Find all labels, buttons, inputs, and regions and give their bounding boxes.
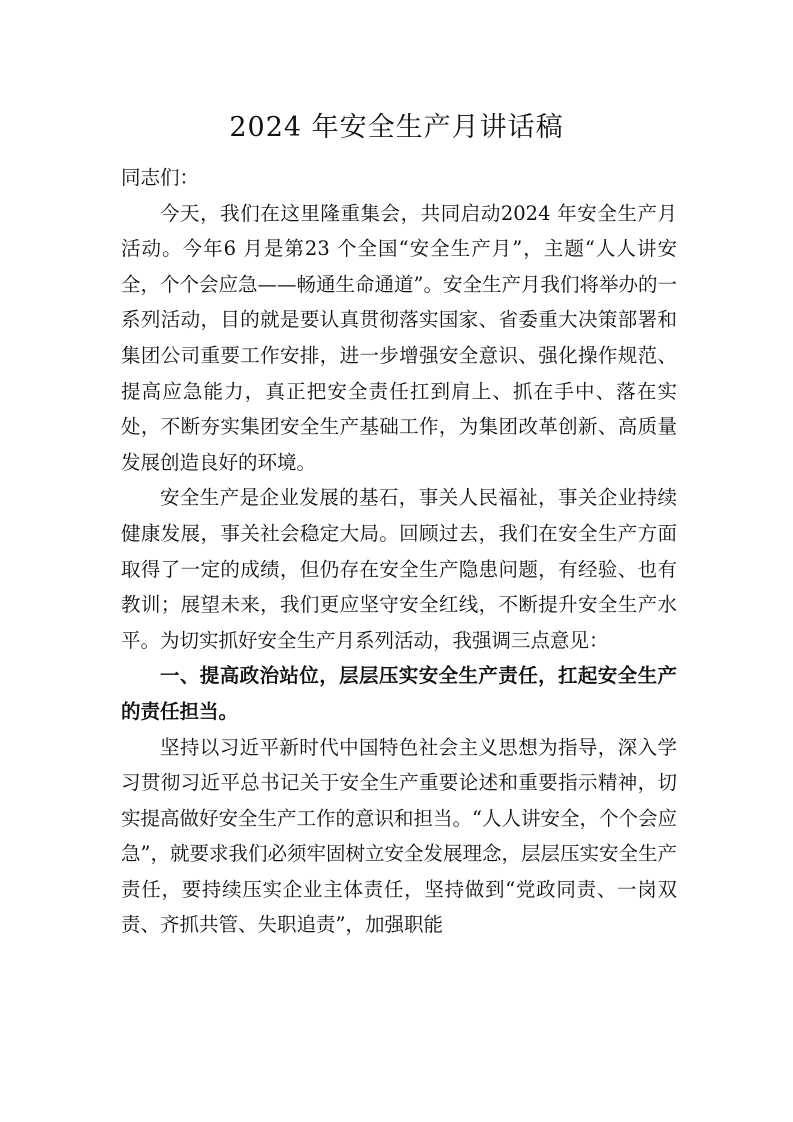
document-title: 2024 年安全生产月讲话稿 [229, 112, 564, 143]
paragraph-section-1: 坚持以习近平新时代中国特色社会主义思想为指导，深入学习贯彻习近平总书记关于安全生产重要论述和重要指示精神，切实提高做好安全生产工作的意识和担当。“人人讲安全，个个会应急”，就要求我们必须牢固树立安全发展理念，层层压实安全生产责任，要持续压实企业主体责任，坚持做到“党政同责、一岗双责、齐抓共管、失职追责”，加强职能 [121, 735, 677, 937]
document-body [121, 160, 677, 943]
section-heading-1: 一、提高政治站位，层层压实安全生产责任，扛起安全生产的责任担当。 [121, 664, 677, 723]
salutation: 同志们： [121, 166, 200, 189]
paragraph-opening: 今天，我们在这里隆重集会，共同启动2024 年安全生产月活动。今年6 月是第23 个全国“安全生产月”，主题“人人讲安全，个个会应急——畅通生命通道”。安全生产月我们将举办的一系列活动，目的就是要认真贯彻落实国家、省委重大决策部署和集团公司重要工作安排，进一步增强安全意识、强化操作规范、提高应急能力，真正把安全责任扛到肩上、抓在手中、落在实处，不断夯实集团安全生产基础工作，为集团改革创新、高质量发展创造良好的环境。 [121, 201, 677, 474]
paragraph-review: 安全生产是企业发展的基石，事关人民福祉，事关企业持续健康发展，事关社会稳定大局。回顾过去，我们在安全生产方面取得了一定的成绩，但仍存在安全生产隐患问题，有经验、也有教训；展望未来，我们更应坚守安全红线，不断提升安全生产水平。为切实抓好安全生产月系列活动，我强调三点意见： [121, 486, 677, 652]
